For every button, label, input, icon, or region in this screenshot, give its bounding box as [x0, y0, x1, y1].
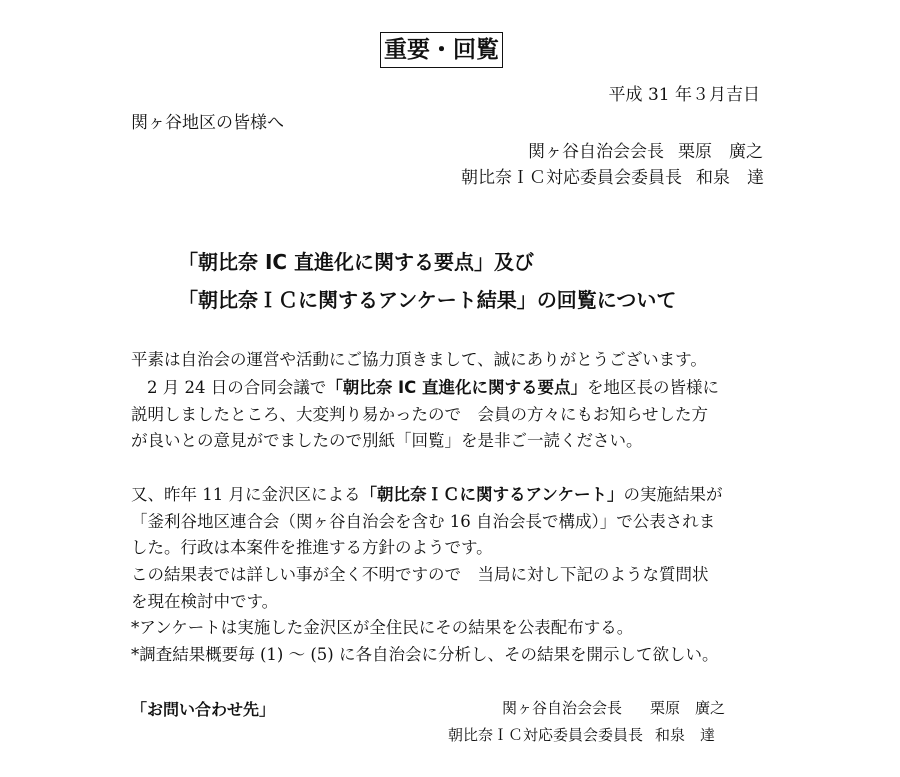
addressee: 関ヶ谷地区の皆様へ: [131, 113, 284, 133]
body-paragraph-1: 平素は自治会の運営や活動にご協力頂きまして、誠にありがとうございます。: [131, 350, 707, 369]
sender-name: 栗原 廣之: [678, 142, 763, 162]
body-paragraph-6: 「釜利谷地区連合会（関ヶ谷自治会を含む 16 自治会長で構成）」で公表されま: [131, 512, 716, 531]
heading-line-1: 「朝比奈 IC 直進化に関する要点」及び: [178, 250, 535, 274]
sender-role: 朝比奈ＩＣ対応委員会委員長: [461, 168, 682, 188]
body-text: 2 月 24 日の合同会議で: [147, 378, 327, 397]
sender-line-1: [528, 137, 763, 162]
document-title: 重要・回覧: [380, 32, 503, 68]
body-paragraph-3: 説明しましたところ、大変判り易かったので 会員の方々にもお知らせした方: [131, 405, 709, 424]
body-text: 又、昨年 11 月に金沢区による: [131, 485, 361, 504]
contact-name: 栗原 廣之: [650, 699, 726, 717]
body-paragraph-5: [131, 481, 723, 505]
body-bullet-1: *アンケートは実施した金沢区が全住民にその結果を公表配布する。: [131, 618, 634, 637]
body-emphasis: 「朝比奈 IC 直進化に関する要点」: [326, 378, 587, 397]
document-date: 平成 31 年３月吉日: [608, 85, 760, 105]
contact-line-1: [502, 697, 725, 718]
body-paragraph-7: した。行政は本案件を推進する方針のようです。: [131, 538, 493, 557]
contact-role: 関ヶ谷自治会会長: [502, 699, 623, 717]
heading-suffix: の回覧について: [536, 288, 677, 312]
sender-name: 和泉 達: [696, 168, 764, 188]
contact-line-2: [448, 724, 715, 745]
body-text: を地区長の皆様に: [586, 378, 719, 397]
body-paragraph-9: を現在検討中です。: [131, 592, 279, 611]
body-paragraph-4: が良いとの意見がでましたので別紙「回覧」を是非ご一読ください。: [131, 431, 643, 450]
body-text: の実施結果が: [623, 485, 723, 504]
body-paragraph-8: この結果表では詳しい事が全く不明ですので 当局に対し下記のような質問状: [131, 565, 709, 584]
heading-subject: 「朝比奈ＩＣに関するアンケート結果」: [178, 288, 537, 312]
contact-label: 「お問い合わせ先」: [131, 700, 276, 719]
sender-role: 関ヶ谷自治会会長: [528, 142, 664, 162]
contact-name: 和泉 達: [655, 726, 716, 744]
body-emphasis: 「朝比奈ＩＣに関するアンケート」: [360, 485, 624, 504]
body-bullet-2: *調査結果概要毎 (1) ～ (5) に各自治会に分析し、その結果を開示して欲しい。: [131, 645, 719, 664]
body-paragraph-2: [147, 374, 719, 398]
heading-line-2: [178, 284, 676, 313]
contact-role: 朝比奈ＩＣ対応委員会委員長: [448, 726, 644, 744]
sender-line-2: [461, 163, 764, 188]
